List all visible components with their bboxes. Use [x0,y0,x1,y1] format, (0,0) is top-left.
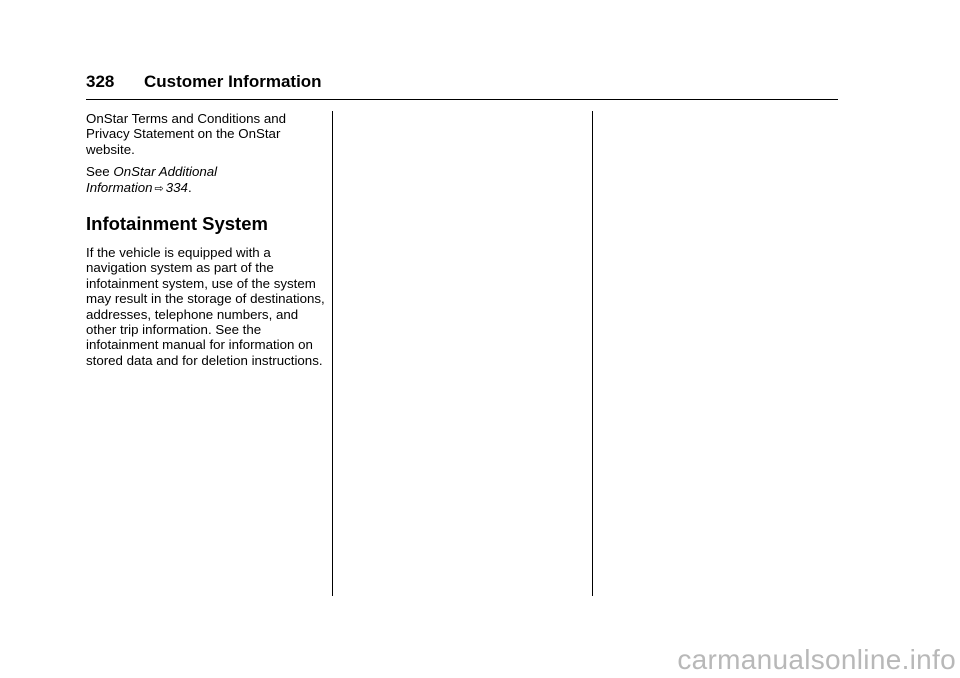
column-divider-2 [592,111,593,596]
page-number: 328 [86,72,115,91]
see-link-text-2: Information [86,179,153,195]
see-prefix: See [86,164,110,180]
see-reference [86,164,326,197]
column-1 [86,111,326,375]
watermark: carmanualsonline.info [677,644,956,675]
column-divider-1 [332,111,333,596]
infotainment-paragraph: If the vehicle is equipped with a navigation system as part of the infotainment system, use of the system may result in the storage of destinations, addresses, telephone numbers, and other trip information. See the infotainment manual for information on stored data and for deletion instructions. [86,245,325,368]
see-link-text-1: OnStar Additional [113,164,218,180]
page-ref-arrow-icon: ⇨ [154,182,164,195]
see-suffix: . [187,179,192,195]
page-header [86,71,838,100]
section-title: Customer Information [144,72,322,91]
see-page-ref: 334 [165,179,188,195]
infotainment-heading: Infotainment System [86,213,268,235]
intro-paragraph: OnStar Terms and Conditions and Privacy Statement on the OnStar website. [86,111,287,157]
